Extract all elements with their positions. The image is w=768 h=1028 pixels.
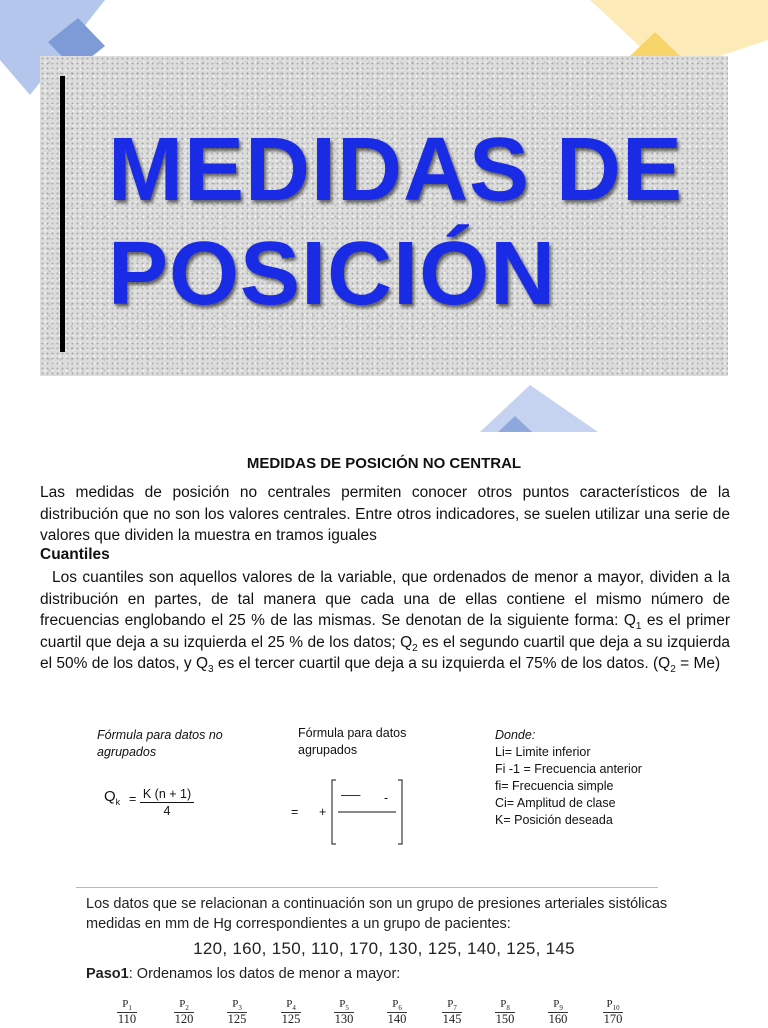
position-index: 10	[612, 1004, 620, 1013]
banner-accent-bar	[60, 76, 65, 352]
position-label: P	[500, 998, 507, 1010]
position-label: P	[606, 998, 613, 1010]
deco-yellow-shape	[590, 0, 768, 56]
value: 110	[117, 1012, 137, 1026]
position-index: 1	[128, 1004, 132, 1013]
value: 160	[548, 1012, 568, 1026]
formula-legend	[495, 727, 695, 829]
position-label: P	[392, 998, 399, 1010]
grouped-dash-2: -	[384, 791, 389, 805]
position-label: P	[553, 998, 560, 1010]
cuantiles-paragraph	[40, 567, 730, 675]
cuantiles-sub-2: 2	[412, 642, 418, 654]
position-label: P	[447, 998, 454, 1010]
value: 140	[387, 1012, 407, 1026]
position-index: 2	[185, 1004, 189, 1013]
q-subscript: k	[115, 797, 121, 807]
value: 130	[334, 1012, 354, 1026]
position-label: P	[339, 998, 346, 1010]
deco-blue-triangle-mid-small	[498, 416, 532, 432]
quantile-formula-ungrouped	[104, 788, 120, 805]
section-divider	[76, 887, 658, 888]
ungrouped-fraction	[140, 786, 194, 819]
value: 125	[227, 1012, 247, 1026]
deco-yellow-triangle	[630, 32, 680, 56]
value: 145	[442, 1012, 462, 1026]
fraction-numerator: K (n + 1)	[140, 786, 194, 803]
cuantiles-text-4: es el tercer cuartil que deja a su izquierda el 75% de los datos. (Q	[213, 655, 671, 672]
position-index: 7	[453, 1004, 457, 1013]
position-label: P	[286, 998, 293, 1010]
cuantiles-sub-4: 2	[670, 664, 676, 676]
q-symbol: Q	[104, 788, 116, 805]
right-bracket	[398, 780, 402, 844]
cuantiles-text-3: es el segundo cuartil que deja a su izquierda el 50% de los datos, y Q	[40, 633, 730, 672]
step-text: : Ordenamos los datos de menor a mayor:	[128, 966, 401, 982]
section-heading: MEDIDAS DE POSICIÓN NO CENTRAL	[246, 455, 522, 472]
legend-item: Ci= Amplitud de clase	[495, 796, 616, 810]
position-index: 9	[559, 1004, 563, 1013]
step-1	[86, 966, 400, 982]
cuantiles-sub-3: 3	[208, 664, 214, 676]
cuantiles-text-5: = Me)	[675, 655, 721, 672]
title-banner	[40, 56, 728, 376]
grouped-equals: =	[291, 805, 299, 819]
position-index: 4	[292, 1004, 296, 1013]
grouped-formula-brackets	[328, 778, 408, 848]
legend-item: K= Posición deseada	[495, 813, 613, 827]
grouped-formula-caption: Fórmula para datos agrupados	[298, 726, 407, 757]
fraction-denominator: 4	[163, 804, 171, 818]
grouped-dash-1: —–	[341, 788, 361, 802]
deco-blue-triangle-mid-large	[480, 385, 598, 432]
position-label: P	[179, 998, 186, 1010]
value: 150	[495, 1012, 515, 1026]
left-bracket	[332, 780, 336, 844]
cuantiles-sub-1: 1	[635, 621, 642, 633]
cuantiles-heading: Cuantiles	[40, 546, 110, 563]
legend-title: Donde:	[495, 728, 536, 742]
ungrouped-equals: =	[129, 792, 137, 806]
position-index: 3	[238, 1004, 242, 1013]
banner-title: MEDIDAS DE POSICIÓN	[108, 120, 684, 324]
intro-paragraph: Las medidas de posición no centrales permiten conocer otros puntos característicos de la distribución que no son los valores centrales. Entre otros indicadores, se suelen utilizar una serie de valores que dividen la muestra en tramos iguales	[40, 484, 730, 544]
position-index: 8	[506, 1004, 510, 1013]
data-description: Los datos que se relacionan a continuación son un grupo de presiones arteriales sistólicas medidas en mm de Hg correspondientes a un grupo de pacientes:	[86, 896, 668, 932]
value: 120	[174, 1012, 194, 1026]
data-values: 120, 160, 150, 110, 170, 130, 125, 140, 125, 145	[193, 939, 575, 958]
legend-item: Fi -1 = Frecuencia anterior	[495, 762, 642, 776]
legend-item: fi= Frecuencia simple	[495, 779, 614, 793]
value: 125	[281, 1012, 301, 1026]
ungrouped-formula-caption: Fórmula para datos no agrupados	[97, 728, 223, 759]
value: 170	[603, 1012, 623, 1026]
position-index: 5	[345, 1004, 349, 1013]
legend-item: Li= Limite inferior	[495, 745, 591, 759]
position-label: P	[122, 998, 129, 1010]
cuantiles-text-2: es el primer cuartil que deja a su izquierda el 25 % de los datos; Q	[40, 612, 730, 651]
step-label: Paso1	[86, 966, 129, 982]
grouped-plus: +	[319, 805, 327, 819]
cuantiles-text-1: Los cuantiles son aquellos valores de la variable, que ordenados de menor a mayor, dividen a la distribución en partes, de tal manera que cada una de ellas contiene el mismo número de frecuencias englobando el 25 % de las mismas. Se denotan de la siguiente forma: Q	[40, 569, 730, 629]
position-index: 6	[398, 1004, 402, 1013]
position-label: P	[232, 998, 239, 1010]
